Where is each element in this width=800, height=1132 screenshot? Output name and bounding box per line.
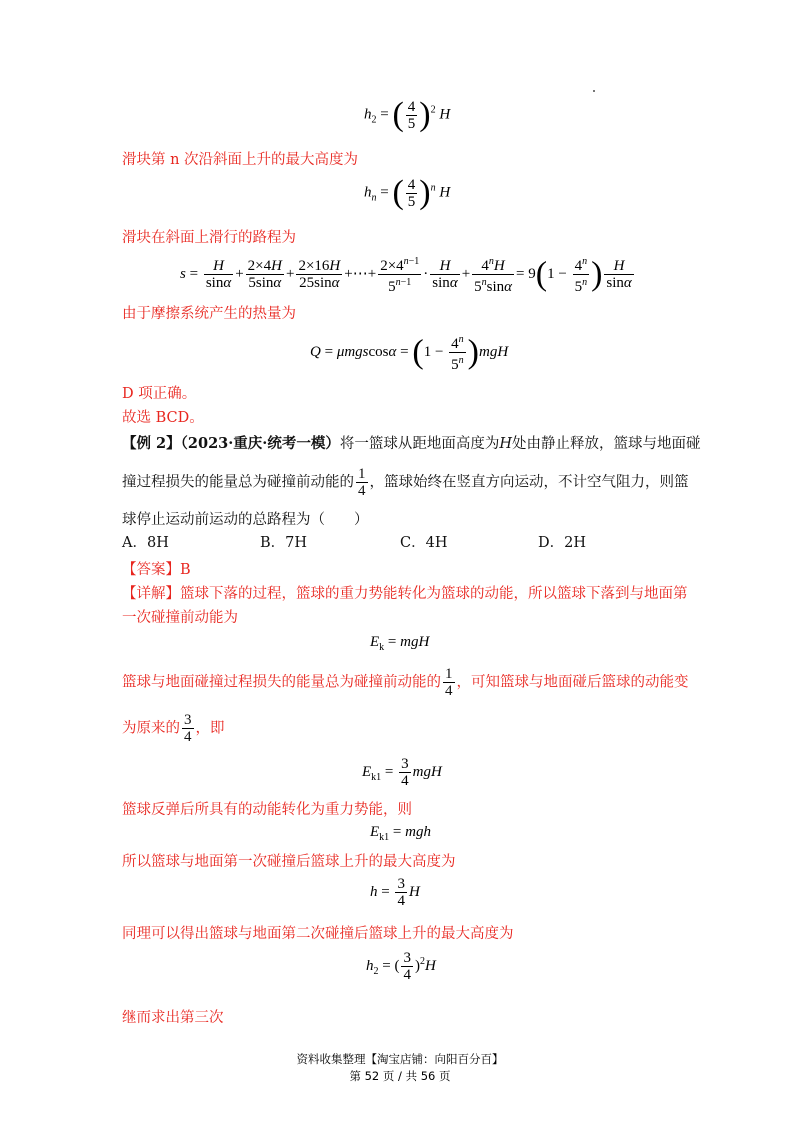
equation-ek: $E_k$ = mgH [370,634,430,653]
example-line-1: 【例 2】（2023·重庆·统考一模）将一篮球从距地面高度为H处由静止释放，篮球与地面碰 [122,435,701,452]
equation-path-sum: s = $\frac{H}{\sin\alpha}$ + $\frac{2\times 4H}{5\sin\alpha}$ + $\frac{2\times 16H}{25\sin\alpha}$ +⋯+ $\frac{2\times 4^{n-1}}{5^{n-1}}$ · $\frac{H}{\sin\alpha}$ + $\frac{4^nH}{5^n\sin\alpha}$ = 9(1 − $\frac{4^n}{5^n}$ ) $\frac{H}{\sin\alpha}$ [180,255,632,295]
equation-ek1-mgh: $E_{k1}$ = mgh [370,824,431,843]
equation-heat: Q = μmgscosα = (1 − $\frac{4^n}{5^n}$ )mgH [310,333,509,373]
text-line: 滑块第 n 次沿斜面上升的最大高度为 [122,152,359,168]
scan-dot [593,90,595,92]
example-label: 【例 2】（2023·重庆·统考一模） [122,435,340,452]
footer-source: 资料收集整理【淘宝店铺：向阳百分百】 [296,1052,504,1066]
equation-h2-top: $h_2$ = ( $\frac{4}{5}$ )$^2$ H [364,96,451,133]
option-d: D．2H [538,535,586,551]
answer-line: 【答案】B [122,562,191,578]
option-b: B．7H [260,535,308,551]
option-c: C．4H [400,535,448,551]
footer-page-number: 第 52 页 / 共 56 页 [349,1069,451,1083]
equation-h2: $h_2$ = ( $\frac{3}{4}$ )$^2$H [366,950,436,983]
detail-line-7: 同理可以得出篮球与地面第二次碰撞后篮球上升的最大高度为 [122,926,514,942]
example-line-3: 球停止运动前运动的总路程为（ ） [122,512,369,528]
equation-ek1: $E_{k1}$ = $\frac{3}{4}$ mgH [362,756,442,789]
text-line: 由于摩擦系统产生的热量为 [122,306,296,322]
detail-line-5: 篮球反弹后所具有的动能转化为重力势能，则 [122,802,412,818]
text-line: 滑块在斜面上滑行的路程为 [122,230,296,246]
equation-hn: $h_n$ = ( $\frac{4}{5}$ )$^n$ H [364,174,451,211]
detail-line-3: 篮球与地面碰撞过程损失的能量总为碰撞前动能的 $\frac{1}{4}$ ，可知篮球与地面碰后篮球的动能变 [122,666,689,699]
detail-line-6: 所以篮球与地面第一次碰撞后篮球上升的最大高度为 [122,854,456,870]
detail-line-4: 为原来的 $\frac{3}{4}$ ，即 [122,712,225,745]
detail-line-8: 继而求出第三次 [122,1010,224,1026]
text-line: 故选 BCD。 [122,410,204,426]
option-a: A．8H [122,535,169,551]
detail-line-1: 【详解】篮球下落的过程，篮球的重力势能转化为篮球的动能，所以篮球下落到与地面第 [122,586,688,602]
example-line-2: 撞过程损失的能量总为碰撞前动能的 $\frac{1}{4}$ ，篮球始终在竖直方向运动，不计空气阻力，则篮 [122,466,689,499]
text-line: D 项正确。 [122,386,197,402]
detail-line-2: 一次碰撞前动能为 [122,610,238,626]
equation-h: h = $\frac{3}{4}$ H [370,876,420,909]
detail-label: 【详解】 [122,586,180,602]
